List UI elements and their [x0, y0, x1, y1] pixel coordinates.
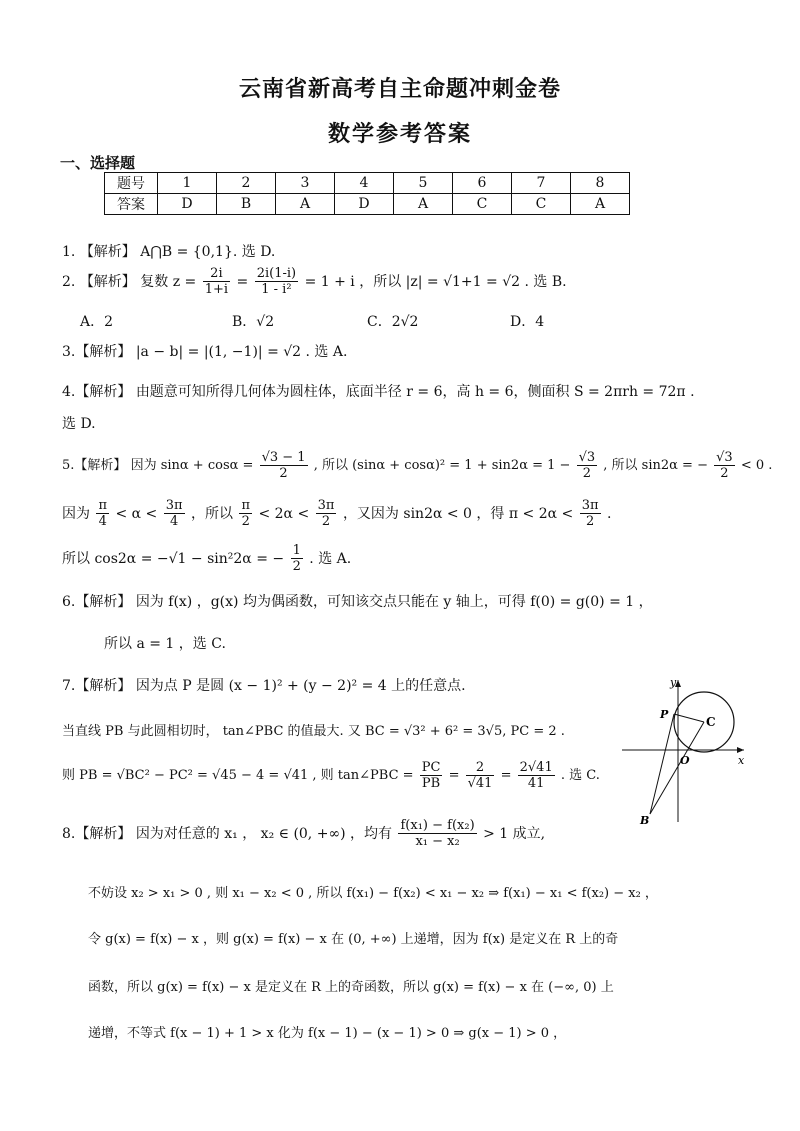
question-number: 8	[571, 173, 630, 194]
answer-cell: A	[394, 194, 453, 215]
solution-tag: 【解析】	[75, 825, 132, 842]
answer-cell: D	[158, 194, 217, 215]
answer-cell: C	[453, 194, 512, 215]
solution-5-line-1: 5.【解析】 因为 sinα + cosα = $\frac{√3 - 1}{2}$ , 所以 (sinα + cosα)² = 1 + sin2α = 1 − $\frac{√3}{2}$ , 所以 sin2α = − $\frac{√3}{2}$ < 0 .	[62, 450, 773, 481]
table-row-label: 答案	[105, 194, 158, 215]
table-row-label: 题号	[105, 173, 158, 194]
solution-8-line-4: 函数，所以 g(x) = f(x) − x 是定义在 R 上的奇函数，所以 g(x) = f(x) − x 在 (−∞, 0) 上	[88, 980, 614, 995]
x-axis-arrow	[737, 747, 744, 753]
solution-8: 8.【解析】 因为对任意的 x₁ ， x₂ ∈ (0, +∞) ，均有 $\frac{\text{f(x₁) − f(x₂)}}{\text{x₁ − x₂}}$ > 1 成立,	[62, 818, 546, 849]
solution-7-line-3: 则 PB = √BC² − PC² = √45 − 4 = √41 , 则 tan∠PBC = $\frac{PC}{PB}$ = $\frac{2}{√41}$ = $\frac{2√41}{41}$ . 选 C.	[62, 760, 600, 791]
answer-cell: C	[512, 194, 571, 215]
fraction: $\frac{2i(1-i)}{\text{1 - i²}}$	[256, 266, 297, 297]
question-number: 2	[217, 173, 276, 194]
fraction: $\frac{2i}{1+i}$	[204, 266, 229, 297]
solution-6-tail: 所以 a = 1 ，选 C.	[104, 636, 226, 652]
answer-cell: D	[335, 194, 394, 215]
solution-tag: 【解析】	[75, 384, 132, 400]
answer-table	[104, 172, 630, 215]
solution-tag: 【解析】	[75, 594, 132, 610]
solution-2: 2. 【解析】 复数 z = $\frac{2i}{1+i}$ = $\frac{2i(1-i)}{\text{1 - i²}}$ = 1 + i ，所以 |z| = √1+1 = √2 . 选 B.	[62, 266, 567, 297]
question-number: 7	[512, 173, 571, 194]
solution-7: 7.【解析】 因为点 P 是圆 (x − 1)² + (y − 2)² = 4 上的任意点.	[62, 678, 466, 694]
line-pb	[650, 714, 674, 814]
label-b: B	[640, 814, 650, 827]
table-row	[105, 194, 630, 215]
solution-4: 4.【解析】 由题意可知所得几何体为圆柱体，底面半径 r = 6，高 h = 6，侧面积 S = 2πrh = 72π .	[62, 384, 695, 400]
page-title: 云南省新高考自主命题冲刺金卷	[238, 76, 561, 102]
solution-tag: 【解析】	[79, 244, 136, 260]
solution-tag: 【解析】	[75, 344, 132, 360]
table-row	[105, 173, 630, 194]
solution-tag: 【解析】	[74, 457, 127, 473]
label-p: P	[660, 708, 669, 721]
solution-7-line-2: 当直线 PB 与此圆相切时， tan∠PBC 的值最大. 又 BC = √3² + 6² = 3√5, PC = 2 .	[62, 724, 565, 739]
solution-tag: 【解析】	[75, 678, 132, 694]
solution-5-line-3: 所以 cos2α = −√1 − sin²2α = − $\frac{1}{2}$ . 选 A.	[62, 543, 352, 574]
label-o: O	[680, 754, 690, 767]
question-number: 3	[276, 173, 335, 194]
question-number: 5	[394, 173, 453, 194]
question-number: 1	[158, 173, 217, 194]
solution-4-tail: 选 D.	[62, 416, 96, 432]
solution-1: 1. 【解析】 A⋂B = {0,1}. 选 D.	[62, 244, 276, 260]
geometry-figure	[612, 672, 752, 832]
label-c: C	[706, 715, 716, 729]
solution-8-line-5: 递增，不等式 f(x − 1) + 1 > x 化为 f(x − 1) − (x − 1) > 0 ⇒ g(x − 1) > 0 ，	[88, 1026, 567, 1041]
question-number: 6	[453, 173, 512, 194]
page-subtitle: 数学参考答案	[327, 121, 472, 147]
question-number: 4	[335, 173, 394, 194]
answer-cell: B	[217, 194, 276, 215]
section-heading: 一、选择题	[60, 154, 136, 172]
label-y: y	[670, 676, 677, 689]
solution-8-line-2: 不妨设 x₂ > x₁ > 0 , 则 x₁ − x₂ < 0 , 所以 f(x₁) − f(x₂) < x₁ − x₂ ⇒ f(x₁) − x₁ < f(x₂) − x₂ ，	[88, 886, 658, 901]
solution-8-line-3: 令 g(x) = f(x) − x ，则 g(x) = f(x) − x 在 (0, +∞) 上递增，因为 f(x) 是定义在 R 上的奇	[88, 932, 619, 947]
answer-cell: A	[276, 194, 335, 215]
solution-tag: 【解析】	[79, 273, 136, 290]
label-x: x	[738, 754, 745, 767]
answer-cell: A	[571, 194, 630, 215]
solution-3: 3.【解析】 |a − b| = |(1, −1)| = √2 . 选 A.	[62, 344, 348, 360]
solution-5-line-2: 因为 $\frac{\pi}{4}$ < α < $\frac{3\pi}{4}$ ，所以 $\frac{\pi}{2}$ < 2α < $\frac{3\pi}{2}$ ，又因为 sin2α < 0 ，得 π < 2α < $\frac{3\pi}{2}$ .	[62, 498, 612, 529]
solution-6: 6.【解析】 因为 f(x) ，g(x) 均为偶函数，可知该交点只能在 y 轴上，可得 f(0) = g(0) = 1 ，	[62, 594, 653, 610]
